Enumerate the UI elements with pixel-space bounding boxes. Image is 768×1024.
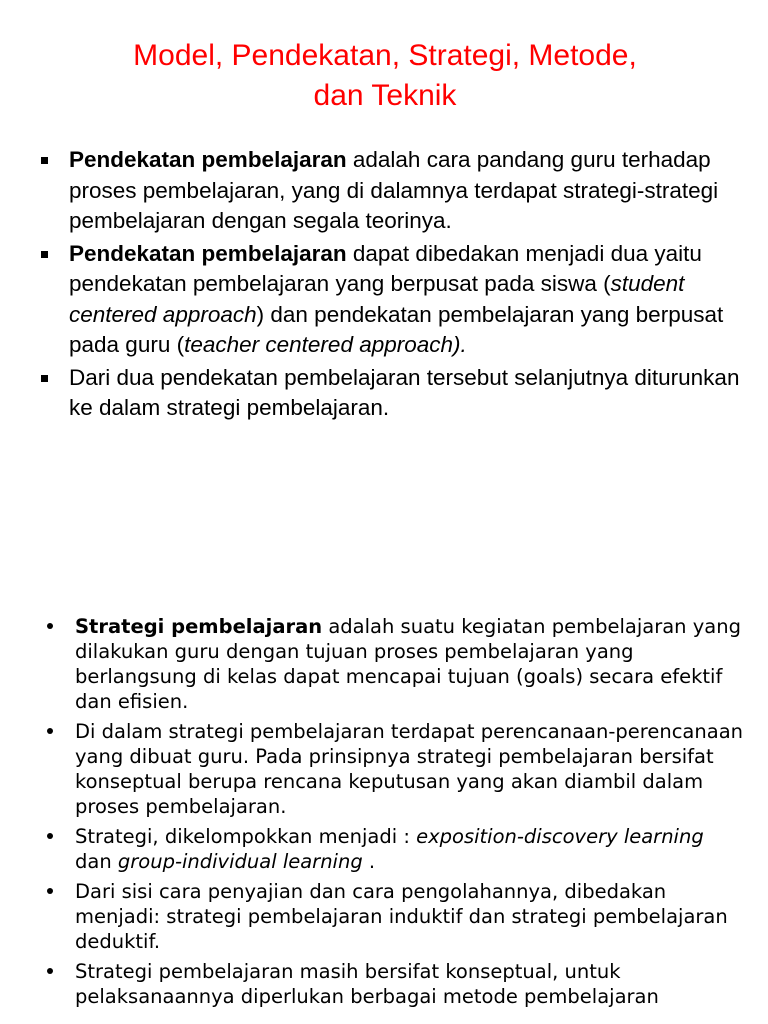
bullet-text: Dari sisi cara penyajian dan cara pengolahannya, dibedakan menjadi: strategi pembelajaran induktif dan strategi pembelajaran deduktif.: [75, 880, 728, 953]
bold-term: Pendekatan pembelajaran: [69, 147, 347, 172]
italic-term: exposition-discovery learning: [416, 825, 704, 848]
slide-title-line2: dan Teknik: [313, 79, 457, 112]
bullet-text: Di dalam strategi pembelajaran terdapat perencanaan-perencanaan yang dibuat guru. Pada prinsipnya strategi pembelajaran bersifat konseptual berupa rencana keputusan yang akan diambil dalam proses pembelajaran.: [75, 720, 743, 818]
list-item: [45, 719, 745, 819]
bullet-text: .: [362, 850, 376, 873]
bullet-text: dan: [75, 850, 118, 873]
list-item: [40, 145, 740, 237]
italic-term: teacher centered approach).: [184, 332, 467, 357]
bullet-text: adalah cara pandang guru terhadap proses pembelajaran, yang di dalamnya terdapat strategi-strategi pembelajaran dengan segala teorinya.: [69, 147, 719, 233]
list-item: [45, 959, 745, 1009]
strategi-bullet-list: [45, 614, 745, 1014]
list-item: [40, 363, 740, 424]
list-item: [40, 239, 740, 361]
square-bullet-icon: [41, 251, 48, 258]
round-bullet-icon: [47, 728, 53, 734]
bullet-text: ) dan pendekatan pembelajaran yang berpusat pada guru (: [69, 301, 724, 357]
bullet-text: Strategi, dikelompokkan menjadi :: [75, 825, 417, 848]
round-bullet-icon: [47, 888, 53, 894]
list-item: [45, 824, 745, 874]
slide-strategi: [0, 600, 768, 1024]
square-bullet-icon: [41, 157, 48, 164]
bullet-text: adalah suatu kegiatan pembelajaran yang dilakukan guru dengan tujuan proses pembelajaran yang berlangsung di kelas dapat mencapai tujuan (goals) secara efektif dan efisien.: [75, 615, 741, 713]
list-item: [45, 614, 745, 714]
slide-title: [40, 36, 730, 116]
bold-term: Strategi pembelajaran: [75, 615, 323, 638]
italic-term: group-individual learning: [117, 850, 363, 873]
round-bullet-icon: [47, 968, 53, 974]
bullet-text: Dari dua pendekatan pembelajaran tersebut selanjutnya diturunkan ke dalam strategi pembelajaran.: [69, 364, 740, 420]
italic-term: student centered approach: [69, 271, 685, 327]
bold-term: Pendekatan pembelajaran: [69, 240, 347, 266]
bullet-text: dapat dibedakan menjadi dua yaitu pendekatan pembelajaran yang berpusat pada siswa (: [69, 240, 702, 296]
slide-title-line1: Model, Pendekatan, Strategi, Metode,: [133, 39, 637, 72]
pendekatan-bullet-list: [40, 145, 740, 426]
list-item: [45, 879, 745, 954]
round-bullet-icon: [47, 833, 53, 839]
square-bullet-icon: [41, 375, 48, 382]
round-bullet-icon: [47, 623, 53, 629]
bullet-text: Strategi pembelajaran masih bersifat konseptual, untuk pelaksanaannya diperlukan berbagai metode pembelajaran: [75, 960, 659, 1008]
